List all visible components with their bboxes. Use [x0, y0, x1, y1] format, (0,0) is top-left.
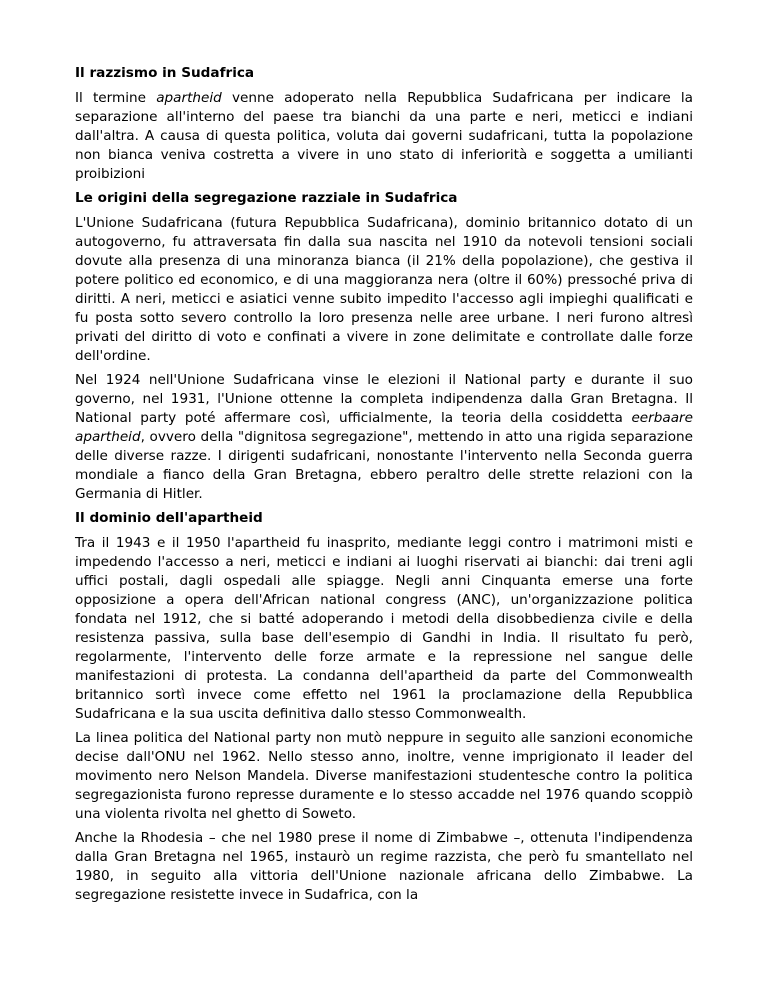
italic-term: apartheid	[156, 90, 222, 106]
text-run: Nel 1924 nell'Unione Sudafricana vinse le elezioni il National party e durante il suo governo, nel 1931, l'Unione ottenne la completa indipendenza dalla Gran Bretagna. Il National party poté affermare così, ufficialmente, la teoria della cosiddetta	[75, 372, 693, 426]
text-run: La linea politica del National party non mutò neppure in seguito alle sanzioni economiche decise dall'ONU nel 1962. Nello stesso anno, inoltre, venne imprigionato il leader del movimento nero Nelson Mandela. Diverse manifestazioni studentesche contro la politica segregazionista furono represse duramente e lo stesso accadde nel 1976 quando scoppiò una violenta rivolta nel ghetto di Soweto.	[75, 730, 693, 822]
italic-term: eerbaare apartheid	[75, 410, 693, 445]
document-page	[75, 64, 693, 910]
body-paragraph	[75, 829, 693, 905]
text-run: , ovvero della "dignitosa segregazione", mettendo in atto una rigida separazione delle diverse razze. I dirigenti sudafricani, nonostante l'intervento nella Seconda guerra mondiale a fianco della Gran Bretagna, ebbero peraltro delle strette relazioni con la Germania di Hitler.	[75, 429, 693, 502]
body-paragraph	[75, 371, 693, 504]
section-heading: Le origini della segregazione razziale in Sudafrica	[75, 190, 458, 206]
text-run: Il termine	[75, 90, 157, 106]
section-heading: Il dominio dell'apartheid	[75, 510, 263, 526]
text-run: Anche la Rhodesia – che nel 1980 prese il nome di Zimbabwe –, ottenuta l'indipendenza dalla Gran Bretagna nel 1965, instaurò un regime razzista, che però fu smantellato nel 1980, in seguito alla vittoria dell'Unione nazionale africana dello Zimbabwe. La segregazione resistette invece in Sudafrica, con la	[75, 830, 693, 903]
body-paragraph	[75, 534, 693, 724]
text-run: venne adoperato nella Repubblica Sudafricana per indicare la separazione all'interno del paese tra bianchi da una parte e neri, meticci e indiani dall'altra. A causa di questa politica, voluta dai governi sudafricani, tutta la popolazione non bianca veniva costretta a vivere in uno stato di inferiorità e soggetta a umilianti proibizioni	[75, 90, 694, 182]
body-paragraph	[75, 89, 693, 184]
body-paragraph	[75, 214, 693, 366]
section-heading: Il razzismo in Sudafrica	[75, 65, 255, 81]
text-run: L'Unione Sudafricana (futura Repubblica Sudafricana), dominio britannico dotato di un autogoverno, fu attraversata fin dalla sua nascita nel 1910 da notevoli tensioni sociali dovute alla presenza di una minoranza bianca (il 21% della popolazione), che gestiva il potere politico ed economico, e di una maggioranza nera (oltre il 60%) pressoché priva di diritti. A neri, meticci e asiatici venne subito impedito l'accesso agli impieghi qualificati e fu posta sotto severo controllo la loro presenza nelle aree urbane. I neri furono altresì privati del diritto di voto e confinati a vivere in zone delimitate e controllate dalle forze dell'ordine.	[75, 215, 693, 364]
body-paragraph	[75, 729, 693, 824]
text-run: Tra il 1943 e il 1950 l'apartheid fu inasprito, mediante leggi contro i matrimoni misti e impedendo l'accesso a neri, meticci e indiani ai luoghi riservati ai bianchi: dai treni agli uffici postali, dagli ospedali alle spiagge. Negli anni Cinquanta emerse una forte opposizione a opera dell'African national congress (ANC), un'organizzazione politica fondata nel 1912, che si batté adoperando i metodi della disobbedienza civile e della resistenza passiva, sulla base dell'esempio di Gandhi in India. Il risultato fu però, regolarmente, l'intervento delle forze armate e la repressione nel sangue delle manifestazioni di protesta. La condanna dell'apartheid da parte del Commonwealth britannico sortì invece come effetto nel 1961 la proclamazione della Repubblica Sudafricana e la sua uscita definitiva dallo stesso Commonwealth.	[75, 535, 693, 722]
